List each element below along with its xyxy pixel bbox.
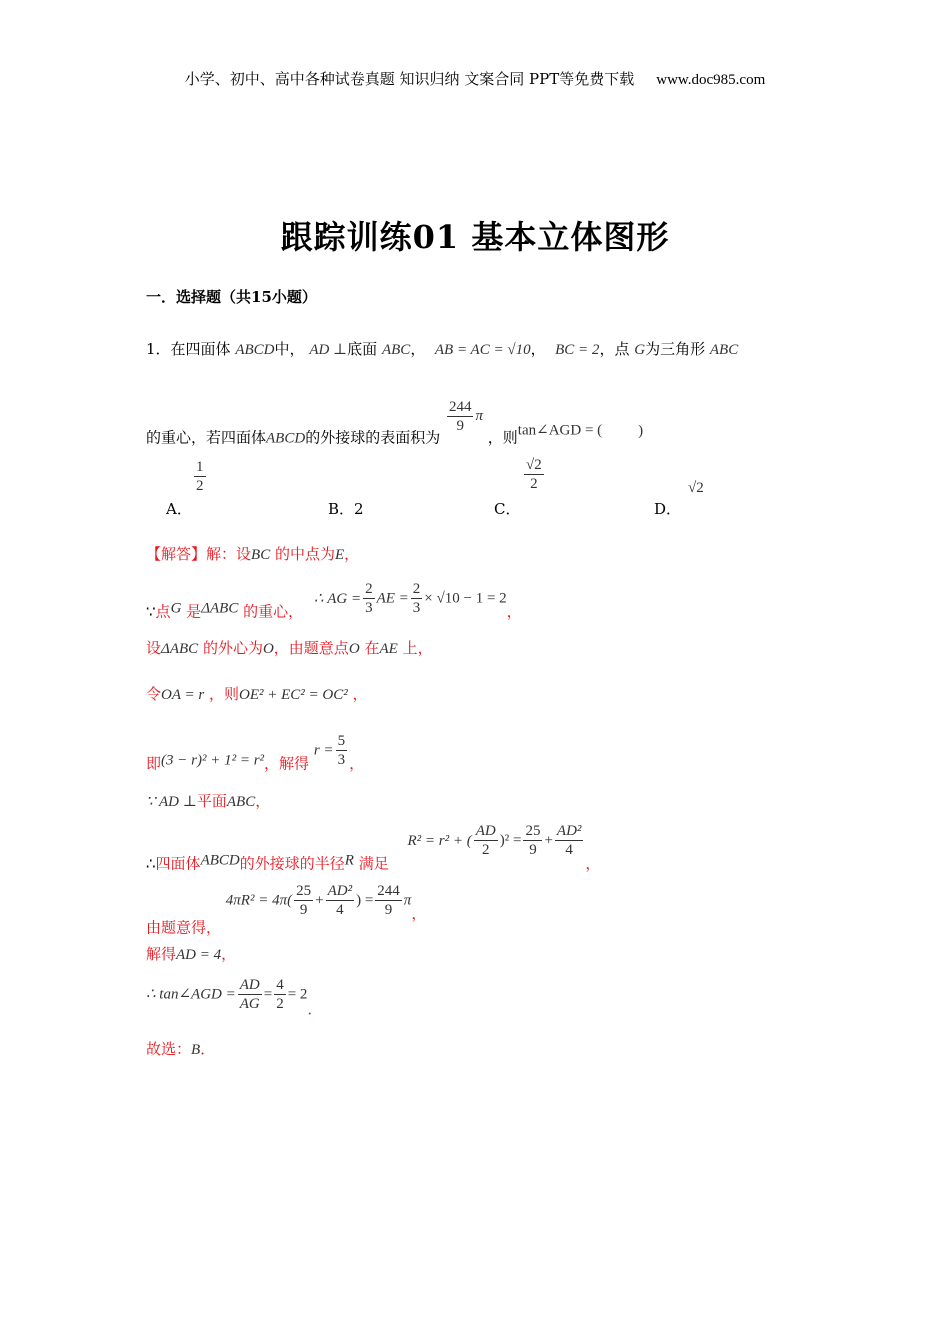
frac-den: 2: [276, 996, 284, 1012]
frac-num: 4: [276, 977, 284, 993]
frac-num: AD: [475, 823, 496, 839]
frac-den: 3: [412, 600, 421, 616]
option-c[interactable]: [494, 498, 520, 519]
q-math: tan∠AGD = (: [517, 422, 603, 439]
s-math: R² = r² + (: [407, 832, 472, 849]
fraction: [326, 882, 355, 919]
fraction: [474, 822, 498, 859]
frac-num: AD: [239, 977, 260, 993]
q-math: ABCD: [235, 342, 275, 358]
s-math: ΔABC: [161, 641, 199, 657]
header-site[interactable]: www.doc985.com: [656, 72, 766, 88]
s-math: ΔABC: [201, 600, 239, 617]
q-math: ABC: [381, 342, 411, 358]
option-label: D．: [654, 500, 682, 518]
s-math: 4πR² = 4π(: [225, 892, 293, 909]
s-math: G: [170, 600, 182, 617]
frac-num: √2: [526, 457, 542, 473]
s-math: OA = r: [161, 687, 205, 703]
s-math: +: [544, 832, 553, 849]
s-math: O: [262, 641, 274, 657]
fraction: [274, 976, 286, 1013]
s-text: 在: [364, 639, 380, 657]
s-math: OE² + EC² = OC²: [239, 687, 348, 703]
s-text: ，: [411, 904, 427, 923]
option-a[interactable]: [166, 498, 192, 519]
s-math: ∵ AD ⊥: [146, 794, 197, 810]
frac-num: AD²: [556, 823, 582, 839]
s-math: ∴ AG =: [313, 590, 362, 607]
s-text: 四面体: [155, 854, 201, 873]
s-text: 解：设: [206, 545, 252, 563]
fraction: [194, 458, 206, 495]
option-a-value: [192, 458, 208, 495]
section-heading: 一．选择题（共15小题）: [146, 288, 317, 306]
question-line-1: [146, 338, 738, 359]
frac-den: 4: [336, 902, 344, 918]
frac-den: 3: [365, 600, 373, 616]
header-text: 小学、初中、高中各种试卷真题 知识归纳 文案合同 PPT等免费下载: [184, 70, 635, 88]
s-text: 令: [146, 685, 162, 703]
page-header: [0, 68, 950, 89]
solution-line-10: [146, 976, 312, 1019]
solution-line-5: [146, 732, 364, 774]
solution-line-4: [146, 683, 368, 704]
frac-den: AG: [239, 996, 260, 1012]
fraction: [523, 822, 542, 859]
solution-tag: 【解答】: [146, 545, 207, 563]
solution-line-1: [146, 543, 359, 564]
s-text: 的外心为: [202, 639, 263, 657]
s-math: ∴: [146, 854, 156, 873]
answer-blank: ): [638, 422, 644, 439]
fraction: [375, 882, 402, 919]
q-math: ABC: [709, 342, 739, 358]
q-math: π: [475, 408, 483, 424]
s-text: ，由题意点: [273, 639, 349, 657]
fraction: [555, 822, 584, 859]
q-text: 中，: [274, 340, 305, 358]
s-text: ．: [200, 1040, 216, 1058]
q-text: 在四面体: [170, 340, 231, 358]
s-text: 上，: [402, 639, 433, 657]
frac-num: 244: [377, 883, 400, 899]
s-text: 平面: [196, 792, 227, 810]
frac-num: 2: [365, 581, 373, 597]
solution-line-9: [146, 943, 236, 964]
s-text: 的中点为: [274, 545, 335, 563]
fraction: [238, 976, 262, 1013]
s-math: × √10 − 1 = 2: [424, 590, 507, 607]
s-math: π: [403, 892, 412, 909]
fraction-244-9: [447, 398, 474, 435]
option-label: C．: [494, 500, 521, 518]
s-math: ∴ tan∠AGD =: [146, 986, 236, 1003]
s-text: ，: [255, 792, 271, 810]
q-text: 的重心，若四面体: [146, 428, 267, 447]
question-line-2: [146, 398, 643, 448]
s-math: = 2: [287, 986, 308, 1003]
frac-den: 4: [565, 842, 573, 858]
s-math: BC: [251, 547, 271, 563]
q-text: 底面: [347, 340, 378, 358]
s-text: ，: [349, 754, 365, 773]
option-c-value: [522, 456, 546, 493]
s-text: ，则: [208, 685, 239, 703]
s-math: AE: [379, 641, 398, 657]
s-math: R: [344, 852, 354, 869]
solution-line-6: [146, 790, 270, 811]
frac-den: 9: [384, 902, 393, 918]
s-math: ABCD: [200, 852, 240, 869]
q-text: 的外接球的表面积为: [305, 428, 441, 447]
frac-den: 2: [530, 476, 538, 492]
frac-den: 9: [299, 902, 308, 918]
s-text: .: [307, 1000, 313, 1019]
s-math: r =: [313, 742, 334, 759]
frac-num: 244: [448, 399, 472, 415]
s-text: 的重心，: [243, 602, 304, 621]
s-text: 解得: [146, 945, 177, 963]
s-math: AD = 4: [176, 947, 222, 963]
s-math: AE =: [376, 590, 409, 607]
q-text: ，则: [487, 428, 518, 447]
s-text: ，解得: [264, 754, 310, 773]
frac-den: 2: [196, 478, 204, 494]
frac-den: 9: [456, 418, 464, 434]
q-math: ABCD: [266, 430, 306, 447]
s-math: O: [348, 641, 360, 657]
option-label: B．2: [328, 500, 364, 518]
s-text: 故选：: [146, 1040, 192, 1058]
question-number: 1．: [146, 340, 171, 358]
option-label: A．: [166, 500, 192, 518]
s-math: E: [335, 547, 345, 563]
s-math: ) =: [356, 892, 374, 909]
s-text: 由题意得，: [146, 918, 222, 937]
q-math: AD ⊥: [309, 342, 348, 358]
s-math: ABC: [226, 794, 256, 810]
s-text: ，: [221, 945, 237, 963]
s-text: 点: [155, 602, 171, 621]
s-text: ，: [585, 854, 601, 873]
q-math: BC = 2: [555, 342, 600, 358]
s-text: ，: [352, 685, 368, 703]
option-d[interactable]: [654, 498, 681, 519]
q-text: 为三角形: [645, 340, 706, 358]
q-text: ，: [410, 340, 426, 358]
frac-num: 1: [196, 459, 204, 475]
q-text: ，点: [599, 340, 630, 358]
s-math: (3 − r)² + 1² = r²: [161, 752, 265, 769]
s-text: 即: [146, 754, 162, 773]
frac-den: 3: [337, 752, 346, 768]
q-text: ，: [530, 340, 546, 358]
fraction: [363, 580, 375, 617]
frac-num: 25: [525, 823, 541, 839]
solution-line-11: [146, 1038, 215, 1059]
option-b[interactable]: [328, 498, 364, 519]
solution-line-7: [146, 822, 600, 874]
q-math: AB = AC = √10: [434, 342, 531, 358]
s-math: ∵: [146, 602, 156, 621]
frac-num: AD²: [327, 883, 353, 899]
s-text: ，: [344, 545, 360, 563]
option-d-value: √2: [688, 480, 704, 496]
s-text: 设: [146, 639, 162, 657]
solution-line-2: [146, 580, 522, 622]
s-text: 满足: [358, 854, 389, 873]
s-math: =: [263, 986, 273, 1003]
s-math: )² =: [499, 832, 522, 849]
final-answer: B: [191, 1042, 201, 1058]
q-math: G: [634, 342, 646, 358]
page-title: 跟踪训练01 基本立体图形: [280, 218, 670, 256]
solution-line-8: [146, 882, 426, 938]
frac-num: 5: [337, 733, 346, 749]
frac-den: 9: [529, 842, 537, 858]
s-text: 是: [186, 602, 202, 621]
solution-line-3: [146, 637, 433, 658]
frac-num: 25: [296, 883, 312, 899]
frac-num: 2: [412, 581, 421, 597]
frac-den: 2: [481, 842, 490, 858]
fraction: [524, 456, 544, 493]
s-text: 的外接球的半径: [239, 854, 345, 873]
s-text: ，: [506, 602, 522, 621]
fraction: [294, 882, 313, 919]
s-math: +: [315, 892, 324, 909]
fraction: [336, 732, 348, 769]
fraction: [411, 580, 423, 617]
